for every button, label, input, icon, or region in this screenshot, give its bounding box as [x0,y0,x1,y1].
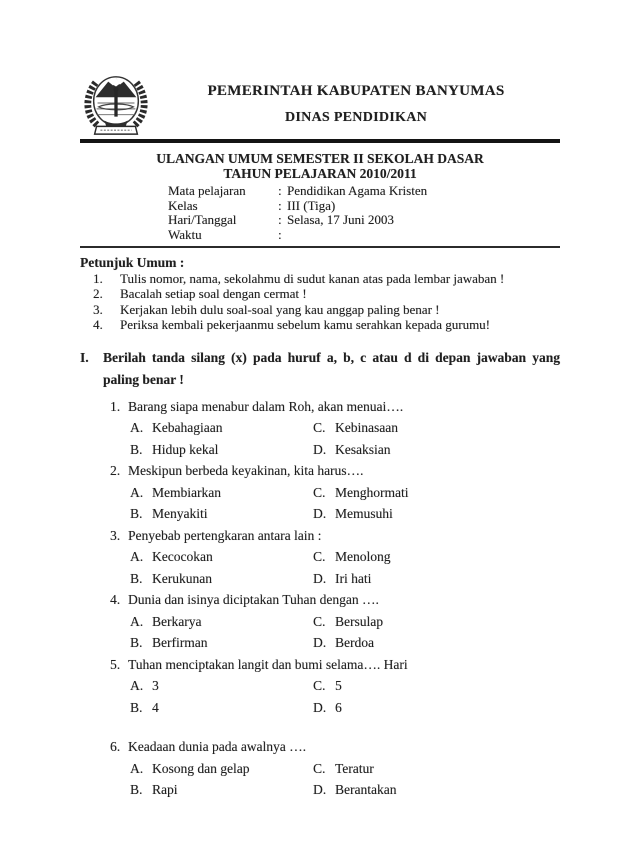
question-line [80,654,560,676]
instruction-item [80,271,560,286]
answer-option [313,482,560,504]
question-list [80,396,560,801]
meta-label: Hari/Tanggal [168,212,237,227]
question-text: Tuhan menciptakan langit dan bumi selama…. Hari [128,656,408,672]
section-instruction: Berilah tanda silang (x) pada huruf a, b, c atau d di depan jawaban yang paling benar ! [103,349,560,388]
question-text: Penyebab pertengkaran antara lain : [128,527,322,543]
question-text: Keadaan dunia pada awalnya …. [128,739,307,755]
option-text: Berantakan [335,782,397,798]
exam-header [80,151,560,242]
question-block [80,460,560,525]
instruction-item [80,302,560,317]
option-text: Kebahagiaan [152,420,223,436]
option-letter: D. [313,782,327,798]
answer-option [313,758,560,780]
header-titles [152,70,560,126]
option-text: Menghormati [335,484,409,500]
option-letter: B. [130,782,143,798]
question-number: 2. [110,463,121,479]
answer-option [313,417,560,439]
option-letter: B. [130,635,143,651]
question-block [80,736,560,801]
answer-options [130,546,560,589]
question-number: 6. [110,739,121,755]
option-letter: C. [313,420,326,436]
document-header [80,70,560,138]
option-text: Bersulap [335,613,383,629]
option-letter: B. [130,699,143,715]
instruction-number: 4. [93,317,103,333]
answer-option [130,568,313,590]
meta-row [168,199,560,214]
answer-option [313,439,560,461]
meta-value: Pendidikan Agama Kristen [287,183,428,198]
question-text: Meskipun berbeda keyakinan, kita harus…. [128,463,364,479]
question-number: 1. [110,398,121,414]
question-line [80,589,560,611]
answer-options [130,675,560,718]
option-letter: D. [313,699,327,715]
meta-divider [80,246,560,248]
question-number: 5. [110,656,121,672]
question-line [80,525,560,547]
option-letter: A. [130,613,144,629]
question-line [80,396,560,418]
meta-label: Waktu [168,226,202,242]
option-letter: B. [130,441,143,457]
answer-option [313,697,560,719]
option-text: Kecocokan [152,549,213,565]
answer-option [130,611,313,633]
answer-option [130,697,313,719]
answer-option [313,779,560,801]
instructions-list [80,271,560,333]
exam-title-line2: TAHUN PELAJARAN 2010/2011 [223,166,417,181]
option-letter: D. [313,635,327,651]
option-text: 6 [335,699,342,715]
question-text: Barang siapa menabur dalam Roh, akan menuai…. [128,398,404,414]
option-text: 5 [335,678,342,694]
section-numeral: I. [80,349,89,365]
department-title: DINAS PENDIDIKAN [284,110,428,125]
meta-row [168,228,560,243]
answer-option [130,675,313,697]
option-text: Berfirman [152,635,208,651]
option-letter: C. [313,760,326,776]
answer-options [130,417,560,460]
answer-option [130,546,313,568]
section-one [80,347,560,801]
option-letter: C. [313,549,326,565]
instruction-item [80,286,560,301]
option-text: Menyakiti [152,506,208,522]
header-divider [80,139,560,143]
answer-option [130,439,313,461]
instruction-number: 1. [93,271,103,286]
answer-option [313,546,560,568]
option-text: Teratur [335,760,374,776]
option-letter: C. [313,613,326,629]
instruction-item [80,317,560,332]
option-text: Hidup kekal [152,441,219,457]
meta-row [168,213,560,228]
option-text: 4 [152,699,159,715]
answer-option [130,503,313,525]
option-text: Kosong dan gelap [152,760,250,776]
option-text: Berkarya [152,613,202,629]
question-text: Dunia dan isinya diciptakan Tuhan dengan …. [128,592,379,608]
question-block [80,589,560,654]
instruction-number: 2. [93,286,103,302]
option-text: Kesaksian [335,441,391,457]
option-letter: D. [313,506,327,522]
meta-value: III (Tiga) [287,197,336,213]
option-text: Menolong [335,549,391,565]
answer-option [130,632,313,654]
exam-title-line1: ULANGAN UMUM SEMESTER II SEKOLAH DASAR [156,151,484,166]
section-heading [80,347,560,392]
meta-value: Selasa, 17 Juni 2003 [287,212,394,227]
option-letter: A. [130,678,144,694]
answer-option [130,779,313,801]
option-letter: A. [130,760,144,776]
answer-option [313,503,560,525]
question-number: 4. [110,592,121,608]
option-text: Membiarkan [152,484,221,500]
option-letter: D. [313,570,327,586]
option-text: Rapi [152,782,178,798]
exam-meta [168,184,560,242]
option-letter: B. [130,506,143,522]
answer-option [313,675,560,697]
answer-option [130,758,313,780]
answer-option [313,632,560,654]
meta-colon: : [278,197,282,213]
meta-label: Kelas [168,197,198,213]
option-letter: D. [313,441,327,457]
question-number: 3. [110,527,121,543]
option-letter: A. [130,549,144,565]
option-text: Memusuhi [335,506,393,522]
option-text: Kerukunan [152,570,212,586]
question-line [80,736,560,758]
instruction-text: Periksa kembali pekerjaanmu sebelum kamu serahkan kepada gurumu! [120,317,491,333]
option-text: Iri hati [335,570,372,586]
general-instructions [80,254,560,333]
government-title: PEMERINTAH KABUPATEN BANYUMAS [207,83,505,99]
option-letter: C. [313,678,326,694]
option-letter: B. [130,570,143,586]
option-letter: C. [313,484,326,500]
answer-option [313,568,560,590]
option-text: Berdoa [335,635,374,651]
answer-options [130,758,560,801]
answer-options [130,611,560,654]
option-text: 3 [152,678,159,694]
meta-colon: : [278,183,282,198]
instruction-text: Kerjakan lebih dulu soal-soal yang kau anggap paling benar ! [120,301,440,317]
answer-options [130,482,560,525]
answer-option [313,611,560,633]
instruction-text: Bacalah setiap soal dengan cermat ! [120,286,307,302]
meta-label: Mata pelajaran [168,183,246,198]
option-letter: A. [130,420,144,436]
instruction-text: Tulis nomor, nama, sekolahmu di sudut kanan atas pada lembar jawaban ! [120,271,505,286]
instructions-heading: Petunjuk Umum : [80,255,185,270]
question-block [80,525,560,590]
answer-option [130,417,313,439]
instruction-number: 3. [93,301,103,317]
meta-colon: : [278,226,282,242]
option-letter: A. [130,484,144,500]
meta-row [168,184,560,199]
meta-colon: : [278,212,282,227]
question-line [80,460,560,482]
answer-option [130,482,313,504]
option-text: Kebinasaan [335,420,398,436]
question-block [80,654,560,719]
question-block [80,396,560,461]
banyumas-emblem-icon [80,70,152,138]
